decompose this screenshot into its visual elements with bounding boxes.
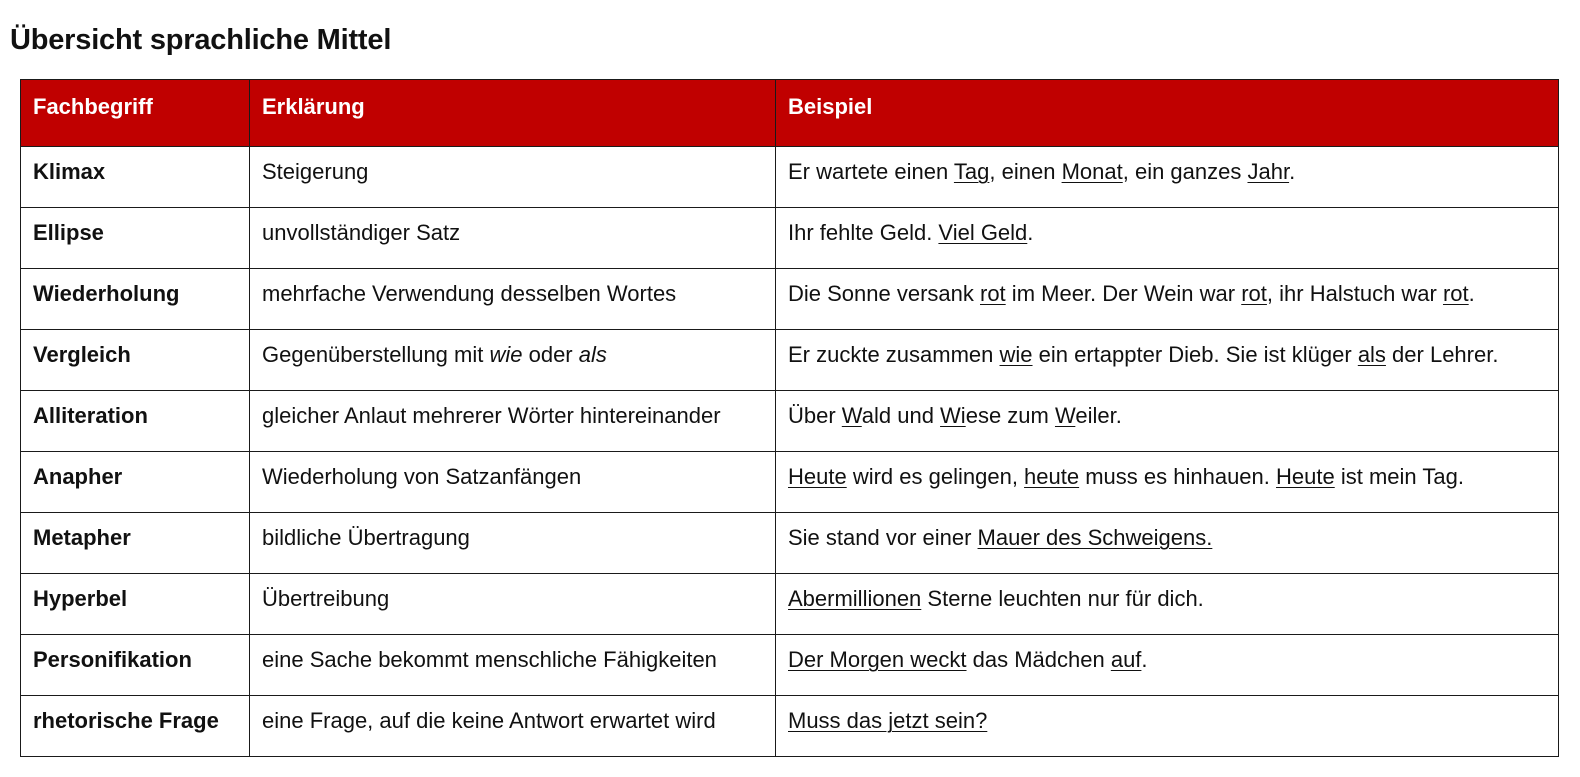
example-cell xyxy=(776,330,1559,391)
example-cell xyxy=(776,574,1559,635)
underlined-segment: Heute xyxy=(1276,464,1335,489)
term-cell: Vergleich xyxy=(21,330,250,391)
text-segment: ist mein Tag. xyxy=(1334,464,1464,489)
term-cell: Wiederholung xyxy=(21,269,250,330)
text-segment: . xyxy=(1027,220,1034,245)
term-cell: rhetorische Frage xyxy=(21,696,250,757)
term-cell: Metapher xyxy=(21,513,250,574)
example-cell xyxy=(776,208,1559,269)
text-segment: Wiederholung von Satzanfängen xyxy=(262,464,582,489)
text-segment: Über xyxy=(788,403,842,428)
table-row xyxy=(21,147,1559,208)
explanation-cell xyxy=(250,696,776,757)
table-row xyxy=(21,696,1559,757)
text-segment: Er wartete einen xyxy=(788,159,954,184)
term-cell: Klimax xyxy=(21,147,250,208)
text-segment: Sie stand vor einer xyxy=(788,525,978,550)
page-title: Übersicht sprachliche Mittel xyxy=(10,24,392,56)
term-cell: Hyperbel xyxy=(21,574,250,635)
table-row xyxy=(21,635,1559,696)
example-cell xyxy=(776,147,1559,208)
underlined-segment: Mauer des Schweigens. xyxy=(977,525,1213,550)
example-cell xyxy=(776,269,1559,330)
text-segment: Er zuckte zusammen xyxy=(788,342,1000,367)
underlined-segment: Wi xyxy=(940,403,966,428)
header-term: Fachbegriff xyxy=(21,80,250,147)
header-example: Beispiel xyxy=(776,80,1559,147)
text-segment: ein ertappter Dieb. Sie ist klüger xyxy=(1032,342,1358,367)
table-row xyxy=(21,269,1559,330)
table-row xyxy=(21,452,1559,513)
underlined-segment: rot xyxy=(980,281,1006,306)
underlined-segment: rot xyxy=(1241,281,1267,306)
text-segment: Sterne leuchten nur für dich. xyxy=(921,586,1204,611)
text-segment: Die Sonne versank xyxy=(788,281,980,306)
text-segment: eine Sache bekommt menschliche Fähigkeiten xyxy=(262,647,717,672)
example-cell xyxy=(776,635,1559,696)
stylistic-devices-table xyxy=(20,79,1559,757)
text-segment: unvollständiger Satz xyxy=(262,220,461,245)
text-segment: Steigerung xyxy=(262,159,369,184)
example-cell xyxy=(776,513,1559,574)
underlined-segment: W xyxy=(1054,403,1076,428)
text-segment: . xyxy=(1289,159,1296,184)
underlined-segment: heute xyxy=(1024,464,1080,489)
term-cell: Anapher xyxy=(21,452,250,513)
text-segment: oder xyxy=(522,342,579,367)
text-segment: im Meer. Der Wein war xyxy=(1005,281,1242,306)
text-segment: gleicher Anlaut mehrerer Wörter hintereinander xyxy=(262,403,721,428)
text-segment: Ihr fehlte Geld. xyxy=(788,220,939,245)
text-segment: Gegenüberstellung mit xyxy=(262,342,490,367)
underlined-segment: Muss das jetzt sein? xyxy=(788,708,988,733)
example-cell xyxy=(776,391,1559,452)
explanation-cell xyxy=(250,513,776,574)
underlined-segment: rot xyxy=(1442,281,1469,306)
text-segment: mehrfache Verwendung desselben Wortes xyxy=(262,281,677,306)
underlined-segment: Tag xyxy=(953,159,990,184)
header-explanation: Erklärung xyxy=(250,80,776,147)
explanation-cell xyxy=(250,391,776,452)
explanation-cell xyxy=(250,330,776,391)
underlined-segment: W xyxy=(841,403,862,428)
term-cell: Ellipse xyxy=(21,208,250,269)
explanation-cell xyxy=(250,269,776,330)
explanation-cell xyxy=(250,574,776,635)
text-segment: muss es hinhauen. xyxy=(1079,464,1277,489)
underlined-segment: Monat xyxy=(1061,159,1123,184)
text-segment: Übertreibung xyxy=(262,586,390,611)
underlined-segment: Viel Geld xyxy=(938,220,1028,245)
example-cell xyxy=(776,696,1559,757)
text-segment: , ein ganzes xyxy=(1122,159,1248,184)
explanation-cell xyxy=(250,452,776,513)
term-cell: Personifikation xyxy=(21,635,250,696)
underlined-segment: wie xyxy=(999,342,1033,367)
table-row xyxy=(21,208,1559,269)
text-segment: ese zum xyxy=(965,403,1055,428)
table-row xyxy=(21,574,1559,635)
table-row xyxy=(21,391,1559,452)
underlined-segment: Abermillionen xyxy=(788,586,922,611)
table-row xyxy=(21,330,1559,391)
text-segment: bildliche Übertragung xyxy=(262,525,470,550)
text-segment: , ihr Halstuch war xyxy=(1266,281,1443,306)
underlined-segment: Jahr xyxy=(1247,159,1290,184)
text-segment: der Lehrer. xyxy=(1385,342,1499,367)
underlined-segment: als xyxy=(1357,342,1386,367)
underlined-segment: Heute xyxy=(788,464,847,489)
text-segment: wird es gelingen, xyxy=(846,464,1025,489)
text-segment: . xyxy=(1468,281,1475,306)
text-segment: ald und xyxy=(861,403,941,428)
underlined-segment: auf xyxy=(1110,647,1142,672)
table-row xyxy=(21,513,1559,574)
text-segment: eine Frage, auf die keine Antwort erwartet wird xyxy=(262,708,716,733)
italic-segment: wie xyxy=(489,342,523,367)
table-header-row xyxy=(21,80,1559,147)
text-segment: eiler. xyxy=(1075,403,1122,428)
italic-segment: als xyxy=(578,342,607,367)
text-segment: . xyxy=(1141,647,1148,672)
explanation-cell xyxy=(250,208,776,269)
explanation-cell xyxy=(250,147,776,208)
example-cell xyxy=(776,452,1559,513)
underlined-segment: Der Morgen weckt xyxy=(788,647,967,672)
explanation-cell xyxy=(250,635,776,696)
text-segment: , einen xyxy=(989,159,1062,184)
text-segment: das Mädchen xyxy=(966,647,1111,672)
term-cell: Alliteration xyxy=(21,391,250,452)
